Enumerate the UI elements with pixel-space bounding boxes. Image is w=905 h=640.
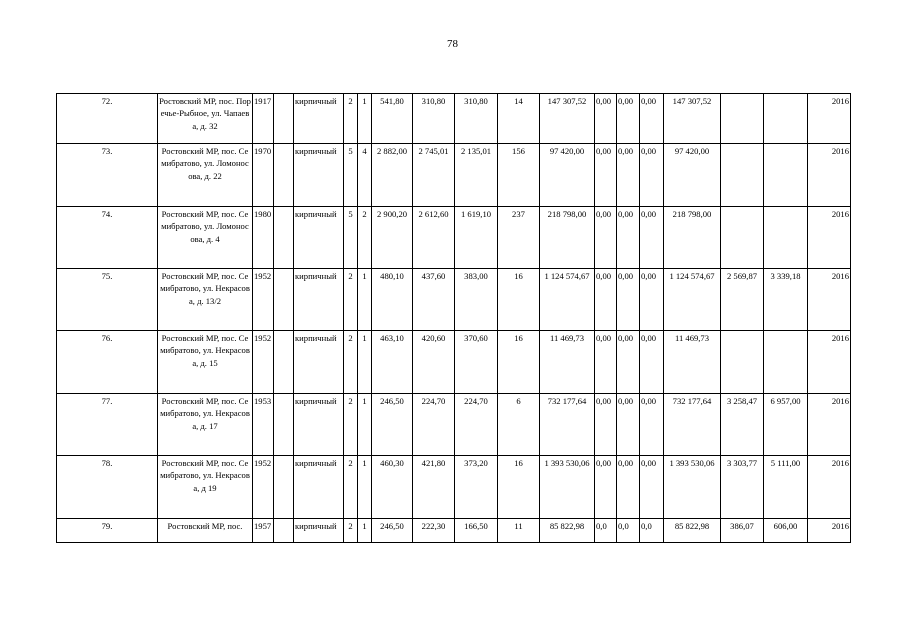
cell-row-number: 72. bbox=[57, 94, 158, 144]
table-row bbox=[57, 331, 851, 394]
cell-fund-4: 732 177,64 bbox=[664, 394, 721, 456]
table-row bbox=[57, 394, 851, 456]
cell-residents: 16 bbox=[498, 456, 540, 519]
cell-fund-2: 0,00 bbox=[617, 94, 640, 144]
cell-area-total: 2 900,20 bbox=[372, 207, 413, 269]
cell-address: Ростовский МР, пос. Семибратово, ул. Некрасова, д. 13/2 bbox=[158, 269, 253, 331]
cell-area-living: 310,80 bbox=[413, 94, 455, 144]
cell-fund-4: 218 798,00 bbox=[664, 207, 721, 269]
cell-wall-material: кирпичный bbox=[294, 207, 344, 269]
cell-address: Ростовский МР, пос. Поречье-Рыбное, ул. Чапаева, д. 32 bbox=[158, 94, 253, 144]
cell-row-number: 75. bbox=[57, 269, 158, 331]
cell-cost-total: 218 798,00 bbox=[540, 207, 595, 269]
housing-table bbox=[56, 93, 851, 543]
table-row bbox=[57, 207, 851, 269]
cell-cost-total: 97 420,00 bbox=[540, 144, 595, 207]
cell-build-year: 1952 bbox=[253, 331, 274, 394]
cell-residents: 11 bbox=[498, 519, 540, 543]
table-row bbox=[57, 519, 851, 543]
cell-address: Ростовский МР, пос. Семибратово, ул. Некрасова, д. 15 bbox=[158, 331, 253, 394]
cell-address: Ростовский МР, пос. Семибратово, ул. Некрасова, д 19 bbox=[158, 456, 253, 519]
cell-build-year: 1957 bbox=[253, 519, 274, 543]
cell-area-total: 541,80 bbox=[372, 94, 413, 144]
cell-fund-4: 1 124 574,67 bbox=[664, 269, 721, 331]
cell-plan-year: 2016 bbox=[808, 269, 851, 331]
cell-floors: 5 bbox=[344, 207, 358, 269]
cell-max-cost: 606,00 bbox=[764, 519, 808, 543]
cell-cost-total: 1 124 574,67 bbox=[540, 269, 595, 331]
cell-fund-4: 1 393 530,06 bbox=[664, 456, 721, 519]
cell-empty bbox=[274, 519, 294, 543]
cell-address: Ростовский МР, пос. Семибратово, ул. Некрасова, д. 17 bbox=[158, 394, 253, 456]
cell-address: Ростовский МР, пос. Семибратово, ул. Ломоносова, д. 22 bbox=[158, 144, 253, 207]
cell-empty bbox=[274, 207, 294, 269]
cell-row-number: 76. bbox=[57, 331, 158, 394]
cell-fund-3: 0,00 bbox=[640, 207, 664, 269]
cell-empty bbox=[274, 394, 294, 456]
cell-floors: 2 bbox=[344, 519, 358, 543]
cell-entrances: 1 bbox=[358, 269, 372, 331]
table-row bbox=[57, 144, 851, 207]
cell-fund-2: 0,00 bbox=[617, 269, 640, 331]
cell-area-private: 383,00 bbox=[455, 269, 498, 331]
cell-unit-cost bbox=[721, 207, 764, 269]
cell-build-year: 1952 bbox=[253, 269, 274, 331]
cell-fund-3: 0,00 bbox=[640, 394, 664, 456]
cell-plan-year: 2016 bbox=[808, 144, 851, 207]
cell-entrances: 1 bbox=[358, 519, 372, 543]
cell-wall-material: кирпичный bbox=[294, 94, 344, 144]
cell-plan-year: 2016 bbox=[808, 94, 851, 144]
page-number: 78 bbox=[447, 38, 458, 50]
table-row bbox=[57, 94, 851, 144]
cell-fund-1: 0,00 bbox=[595, 94, 617, 144]
cell-area-total: 460,30 bbox=[372, 456, 413, 519]
table-row bbox=[57, 269, 851, 331]
cell-fund-4: 97 420,00 bbox=[664, 144, 721, 207]
cell-max-cost bbox=[764, 144, 808, 207]
cell-max-cost: 3 339,18 bbox=[764, 269, 808, 331]
cell-cost-total: 1 393 530,06 bbox=[540, 456, 595, 519]
cell-fund-2: 0,00 bbox=[617, 331, 640, 394]
cell-empty bbox=[274, 456, 294, 519]
cell-wall-material: кирпичный bbox=[294, 144, 344, 207]
cell-area-living: 2 745,01 bbox=[413, 144, 455, 207]
cell-fund-4: 11 469,73 bbox=[664, 331, 721, 394]
cell-max-cost bbox=[764, 207, 808, 269]
cell-area-living: 2 612,60 bbox=[413, 207, 455, 269]
cell-floors: 2 bbox=[344, 269, 358, 331]
cell-wall-material: кирпичный bbox=[294, 394, 344, 456]
cell-area-private: 373,20 bbox=[455, 456, 498, 519]
cell-fund-2: 0,00 bbox=[617, 144, 640, 207]
cell-fund-3: 0,00 bbox=[640, 269, 664, 331]
cell-area-total: 463,10 bbox=[372, 331, 413, 394]
cell-area-private: 224,70 bbox=[455, 394, 498, 456]
cell-residents: 14 bbox=[498, 94, 540, 144]
cell-area-private: 310,80 bbox=[455, 94, 498, 144]
cell-unit-cost: 3 258,47 bbox=[721, 394, 764, 456]
cell-plan-year: 2016 bbox=[808, 456, 851, 519]
cell-residents: 237 bbox=[498, 207, 540, 269]
cell-area-total: 246,50 bbox=[372, 394, 413, 456]
cell-unit-cost bbox=[721, 94, 764, 144]
cell-entrances: 2 bbox=[358, 207, 372, 269]
cell-residents: 16 bbox=[498, 331, 540, 394]
cell-residents: 6 bbox=[498, 394, 540, 456]
cell-row-number: 79. bbox=[57, 519, 158, 543]
cell-fund-3: 0,00 bbox=[640, 94, 664, 144]
cell-fund-3: 0,00 bbox=[640, 331, 664, 394]
cell-plan-year: 2016 bbox=[808, 519, 851, 543]
cell-empty bbox=[274, 331, 294, 394]
cell-fund-2: 0,00 bbox=[617, 207, 640, 269]
cell-fund-1: 0,00 bbox=[595, 144, 617, 207]
cell-cost-total: 732 177,64 bbox=[540, 394, 595, 456]
cell-area-total: 246,50 bbox=[372, 519, 413, 543]
cell-row-number: 77. bbox=[57, 394, 158, 456]
cell-unit-cost: 386,07 bbox=[721, 519, 764, 543]
cell-entrances: 1 bbox=[358, 456, 372, 519]
cell-area-living: 420,60 bbox=[413, 331, 455, 394]
cell-area-private: 1 619,10 bbox=[455, 207, 498, 269]
cell-fund-1: 0,0 bbox=[595, 519, 617, 543]
cell-unit-cost: 2 569,87 bbox=[721, 269, 764, 331]
cell-unit-cost bbox=[721, 331, 764, 394]
cell-floors: 2 bbox=[344, 331, 358, 394]
cell-entrances: 1 bbox=[358, 394, 372, 456]
cell-floors: 5 bbox=[344, 144, 358, 207]
cell-fund-1: 0,00 bbox=[595, 207, 617, 269]
cell-fund-3: 0,0 bbox=[640, 519, 664, 543]
cell-wall-material: кирпичный bbox=[294, 331, 344, 394]
cell-plan-year: 2016 bbox=[808, 394, 851, 456]
cell-build-year: 1952 bbox=[253, 456, 274, 519]
cell-floors: 2 bbox=[344, 456, 358, 519]
cell-plan-year: 2016 bbox=[808, 207, 851, 269]
cell-fund-4: 85 822,98 bbox=[664, 519, 721, 543]
cell-fund-1: 0,00 bbox=[595, 456, 617, 519]
cell-empty bbox=[274, 269, 294, 331]
cell-unit-cost: 3 303,77 bbox=[721, 456, 764, 519]
cell-residents: 156 bbox=[498, 144, 540, 207]
cell-cost-total: 85 822,98 bbox=[540, 519, 595, 543]
cell-empty bbox=[274, 94, 294, 144]
cell-address: Ростовский МР, пос. Семибратово, ул. Ломоносова, д. 4 bbox=[158, 207, 253, 269]
cell-fund-3: 0,00 bbox=[640, 144, 664, 207]
cell-area-total: 2 882,00 bbox=[372, 144, 413, 207]
cell-build-year: 1970 bbox=[253, 144, 274, 207]
cell-fund-1: 0,00 bbox=[595, 394, 617, 456]
cell-address: Ростовский МР, пос. bbox=[158, 519, 253, 543]
cell-empty bbox=[274, 144, 294, 207]
cell-build-year: 1980 bbox=[253, 207, 274, 269]
cell-area-total: 480,10 bbox=[372, 269, 413, 331]
cell-fund-4: 147 307,52 bbox=[664, 94, 721, 144]
cell-max-cost bbox=[764, 331, 808, 394]
cell-area-private: 2 135,01 bbox=[455, 144, 498, 207]
cell-wall-material: кирпичный bbox=[294, 269, 344, 331]
cell-cost-total: 11 469,73 bbox=[540, 331, 595, 394]
cell-build-year: 1953 bbox=[253, 394, 274, 456]
cell-wall-material: кирпичный bbox=[294, 456, 344, 519]
table-body bbox=[57, 94, 851, 543]
cell-residents: 16 bbox=[498, 269, 540, 331]
cell-max-cost bbox=[764, 94, 808, 144]
cell-wall-material: кирпичный bbox=[294, 519, 344, 543]
cell-plan-year: 2016 bbox=[808, 331, 851, 394]
cell-fund-2: 0,00 bbox=[617, 394, 640, 456]
cell-entrances: 1 bbox=[358, 331, 372, 394]
cell-entrances: 1 bbox=[358, 94, 372, 144]
cell-area-living: 224,70 bbox=[413, 394, 455, 456]
cell-max-cost: 6 957,00 bbox=[764, 394, 808, 456]
cell-fund-1: 0,00 bbox=[595, 269, 617, 331]
cell-row-number: 73. bbox=[57, 144, 158, 207]
cell-max-cost: 5 111,00 bbox=[764, 456, 808, 519]
cell-fund-2: 0,0 bbox=[617, 519, 640, 543]
cell-fund-3: 0,00 bbox=[640, 456, 664, 519]
cell-fund-2: 0,00 bbox=[617, 456, 640, 519]
cell-cost-total: 147 307,52 bbox=[540, 94, 595, 144]
cell-row-number: 74. bbox=[57, 207, 158, 269]
table-row bbox=[57, 456, 851, 519]
cell-area-living: 421,80 bbox=[413, 456, 455, 519]
cell-floors: 2 bbox=[344, 94, 358, 144]
cell-entrances: 4 bbox=[358, 144, 372, 207]
cell-fund-1: 0,00 bbox=[595, 331, 617, 394]
cell-area-living: 222,30 bbox=[413, 519, 455, 543]
cell-row-number: 78. bbox=[57, 456, 158, 519]
cell-build-year: 1917 bbox=[253, 94, 274, 144]
cell-area-private: 370,60 bbox=[455, 331, 498, 394]
cell-unit-cost bbox=[721, 144, 764, 207]
cell-floors: 2 bbox=[344, 394, 358, 456]
cell-area-living: 437,60 bbox=[413, 269, 455, 331]
cell-area-private: 166,50 bbox=[455, 519, 498, 543]
